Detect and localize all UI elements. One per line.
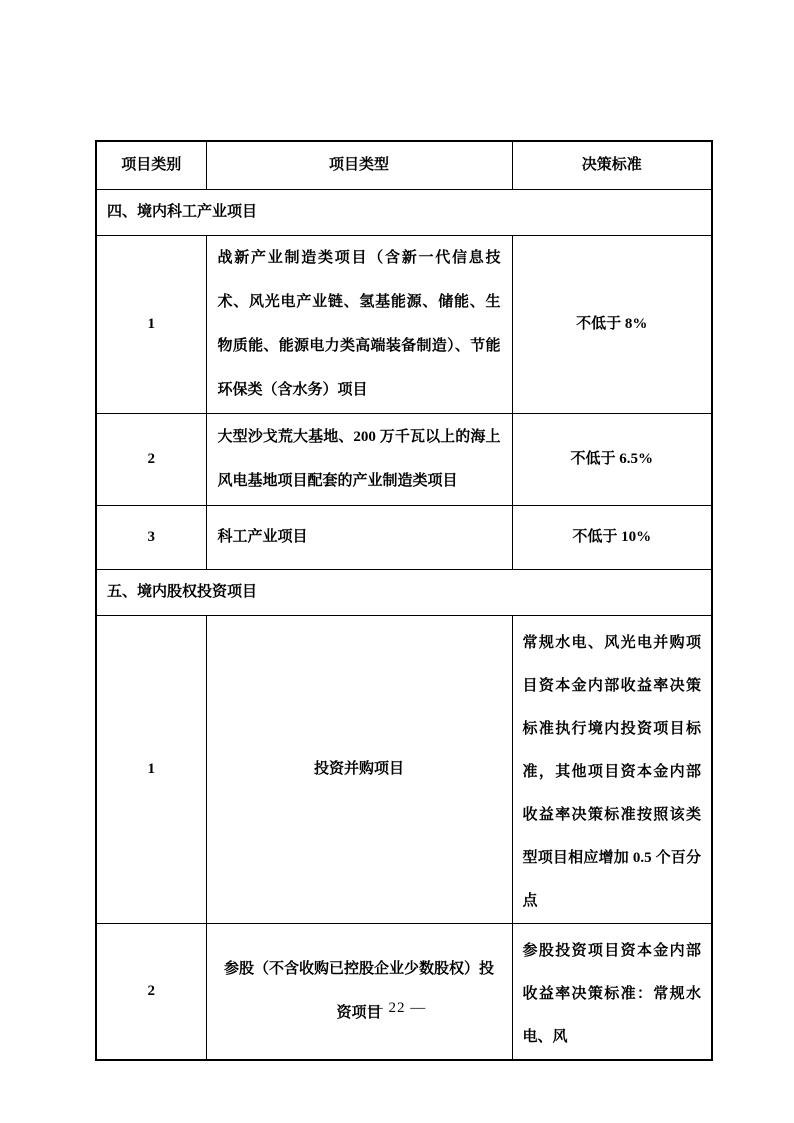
row-number: 2 xyxy=(96,413,206,505)
row-number: 1 xyxy=(96,615,206,923)
table-row xyxy=(96,505,712,569)
column-header-category: 项目类别 xyxy=(96,141,206,189)
decision-standard-cell: 常规水电、风光电并购项目资本金内部收益率决策标准执行境内投资项目标准，其他项目资本金内部收益率决策标准按照该类型项目相应增加 0.5 个百分点 xyxy=(512,615,712,923)
section-row-5 xyxy=(96,569,712,615)
decision-standard-cell: 不低于 6.5% xyxy=(512,413,712,505)
decision-standards-table xyxy=(95,140,713,1061)
project-type-cell: 战新产业制造类项目（含新一代信息技术、风光电产业链、氢基能源、储能、生物质能、能源电力类高端装备制造）、节能环保类（含水务）项目 xyxy=(206,235,512,413)
table-row xyxy=(96,923,712,1060)
table-row xyxy=(96,413,712,505)
table-header-row xyxy=(96,141,712,189)
row-number: 1 xyxy=(96,235,206,413)
decision-standard-cell: 参股投资项目资本金内部收益率决策标准：常规水电、风 xyxy=(512,923,712,1060)
section-row-4 xyxy=(96,189,712,235)
project-type-cell: 大型沙戈荒大基地、200 万千瓦以上的海上风电基地项目配套的产业制造类项目 xyxy=(206,413,512,505)
project-type-cell: 科工产业项目 xyxy=(206,505,512,569)
project-type-cell: 投资并购项目 xyxy=(206,615,512,923)
table-row xyxy=(96,235,712,413)
table-row xyxy=(96,615,712,923)
row-number: 3 xyxy=(96,505,206,569)
row-number: 2 xyxy=(96,923,206,1060)
decision-standard-cell: 不低于 8% xyxy=(512,235,712,413)
column-header-type: 项目类型 xyxy=(206,141,512,189)
page-number: — 22 — xyxy=(367,1000,427,1016)
column-header-standard: 决策标准 xyxy=(512,141,712,189)
project-type-cell: 参股（不含收购已控股企业少数股权）投资项目 xyxy=(206,923,512,1060)
decision-standard-cell: 不低于 10% xyxy=(512,505,712,569)
section-title-domestic-industry: 四、境内科工产业项目 xyxy=(96,189,712,235)
section-title-domestic-equity: 五、境内股权投资项目 xyxy=(96,569,712,615)
